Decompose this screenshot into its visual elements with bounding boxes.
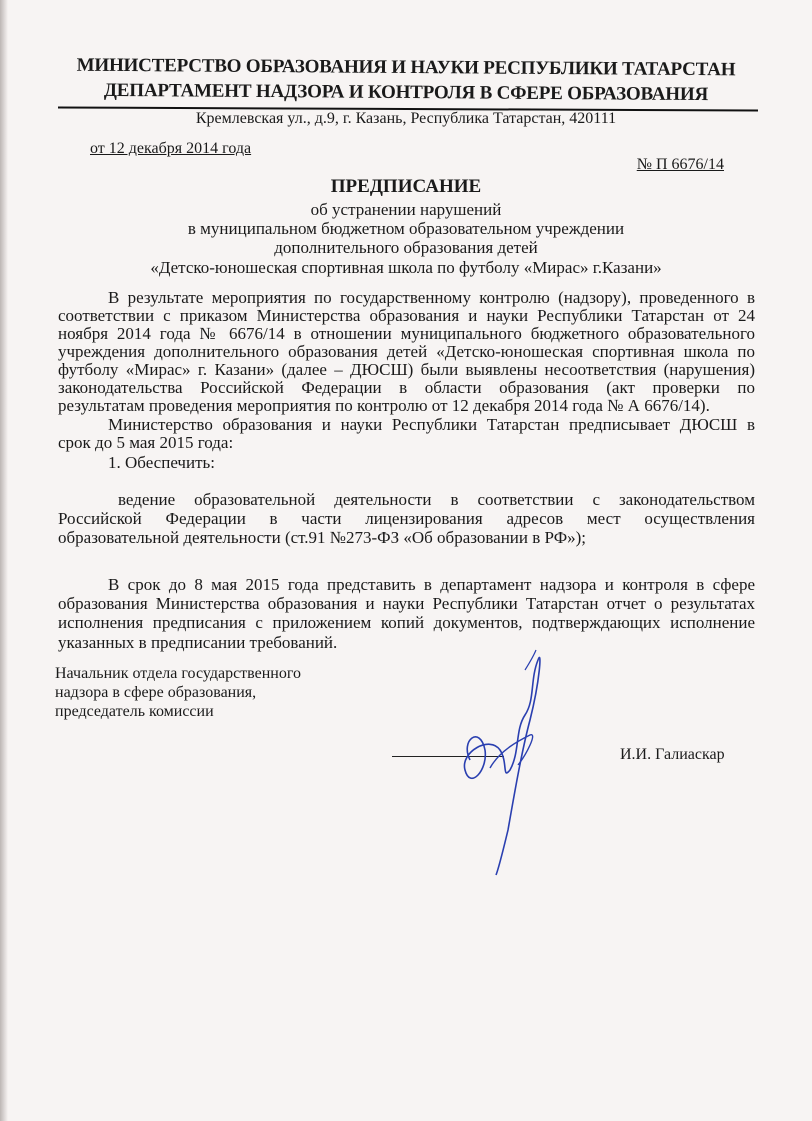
list-item-1: 1. Обеспечить: — [108, 453, 215, 472]
text-line: ведение образовательной деятельности в соответствии с законодательством — [118, 490, 755, 509]
text-line: срок до 5 мая 2015 года: — [58, 433, 234, 452]
text-line: соответствии с приказом Министерства образования и науки Республики Татарстан от 24 — [58, 306, 755, 325]
document-date: от 12 декабря 2014 года — [90, 140, 252, 157]
subtitle-line: дополнительного образования детей — [274, 238, 538, 257]
text-line: результатам проведения мероприятия по контролю от 12 декабря 2014 года № А 6676/14). — [58, 396, 710, 415]
text-line: футболу «Мирас» г. Казани» (далее – ДЮСШ) были выявлены несоответствия (нарушения) — [58, 360, 755, 379]
document-title: ПРЕДПИСАНИЕ — [330, 176, 482, 197]
subtitle-line: «Детско-юношеская спортивная школа по футболу «Мирас» г.Казани» — [150, 258, 662, 277]
text-line: В результате мероприятия по государственному контролю (надзору), проведенного в — [108, 288, 755, 307]
department-heading: ДЕПАРТАМЕНТ НАДЗОРА И КОНТРОЛЯ В СФЕРЕ ОБРАЗОВАНИЯ — [103, 79, 709, 106]
text-line: указанных в предписании требований. — [58, 633, 338, 652]
signer-position-line: председатель комиссии — [55, 703, 214, 720]
subtitle-line: об устранении нарушений — [310, 200, 502, 219]
signer-position-line: Начальник отдела государственного — [55, 665, 302, 682]
text-line: исполнения предписания с приложением копий документов, подтверждающих исполнение — [58, 613, 755, 632]
signer-name: И.И. Галиаскар — [620, 746, 725, 763]
scan-edge-shadow — [0, 0, 8, 1121]
text-line: ноября 2014 года № 6676/14 в отношении муниципального бюджетного образовательного — [58, 324, 755, 343]
document-number: № П 6676/14 — [636, 156, 724, 173]
address: Кремлевская ул., д.9, г. Казань, Республика Татарстан, 420111 — [195, 110, 617, 127]
text-line: Министерство образования и науки Республики Татарстан предписывает ДЮСШ в — [108, 415, 755, 434]
text-line: учреждения дополнительного образования детей «Детско-юношеская спортивная школа по — [58, 342, 755, 361]
subtitle-line: в муниципальном бюджетном образовательном учреждении — [187, 219, 625, 238]
handwritten-signature — [430, 640, 560, 880]
text-line: Российской Федерации в части лицензирования адресов мест осуществления — [58, 509, 755, 528]
text-line: образования Министерства образования и науки Республики Татарстан отчет о результатах — [58, 594, 755, 613]
text-line: законодательства Российской Федерации в области образования (акт проверки по — [58, 378, 755, 397]
text-line: образовательной деятельности (ст.91 №273-ФЗ «Об образовании в РФ»); — [58, 528, 587, 547]
signer-position-line: надзора в сфере образования, — [55, 684, 257, 701]
text-line: В срок до 8 мая 2015 года представить в департамент надзора и контроля в сфере — [108, 575, 755, 594]
ministry-heading: МИНИСТЕРСТВО ОБРАЗОВАНИЯ И НАУКИ РЕСПУБЛИКИ ТАТАРСТАН — [76, 54, 736, 81]
